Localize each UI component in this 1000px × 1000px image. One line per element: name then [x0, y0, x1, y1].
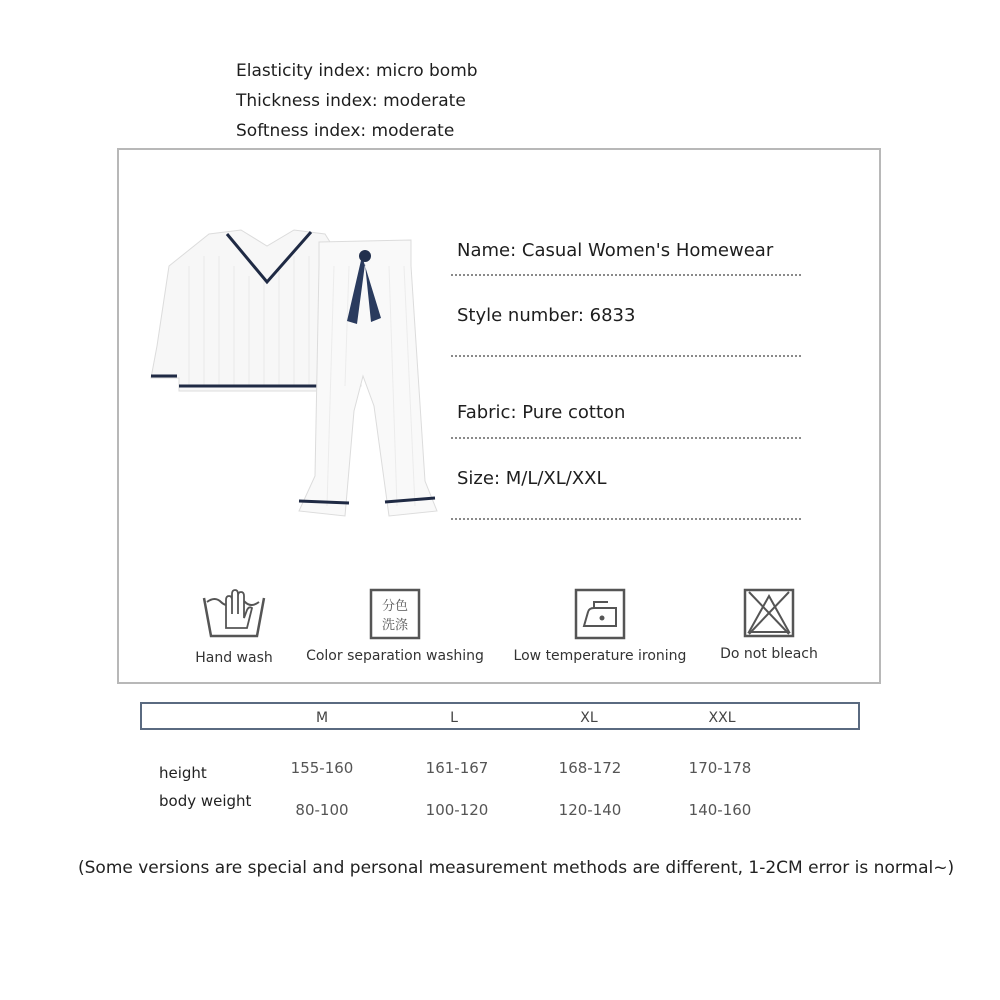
care-label: Low temperature ironing [513, 648, 687, 664]
spec-fabric: Fabric: Pure cotton [457, 402, 626, 423]
softness-index: Softness index: moderate [236, 121, 455, 141]
care-low-temp-iron [505, 588, 695, 664]
icon-text: 洗涤 [381, 618, 409, 633]
hand-wash-icon [201, 588, 267, 642]
size-xl: XL [580, 710, 598, 726]
spec-style-number: Style number: 6833 [457, 305, 636, 326]
divider [451, 518, 801, 520]
table-cell: 161-167 [425, 759, 489, 777]
size-l: L [450, 710, 458, 726]
care-no-bleach [709, 588, 829, 662]
divider [451, 355, 801, 357]
color-separation-icon [369, 588, 421, 640]
row-label-body-weight: body weight [159, 792, 252, 810]
table-cell: 170-178 [688, 759, 752, 777]
care-label: Do not bleach [720, 646, 818, 662]
elasticity-index: Elasticity index: micro bomb [236, 61, 478, 81]
care-color-separation [297, 588, 493, 664]
low-temp-iron-icon [574, 588, 626, 640]
table-cell: 168-172 [558, 759, 622, 777]
icon-text: 分色 [381, 599, 409, 614]
care-label: Hand wash [195, 650, 273, 666]
spec-size: Size: M/L/XL/XXL [457, 468, 607, 489]
table-cell: 120-140 [558, 801, 622, 819]
care-label: Color separation washing [306, 648, 484, 664]
care-hand-wash [189, 588, 279, 666]
row-label-height: height [159, 764, 207, 782]
size-xxl: XXL [708, 710, 736, 726]
spec-name: Name: Casual Women's Homewear [457, 240, 774, 261]
size-header-bar [140, 702, 860, 730]
table-cell: 155-160 [290, 759, 354, 777]
divider [451, 437, 801, 439]
no-bleach-icon [743, 588, 795, 638]
size-m: M [315, 710, 329, 726]
pajama-product-image [149, 226, 439, 526]
table-cell: 140-160 [688, 801, 752, 819]
table-cell: 100-120 [425, 801, 489, 819]
divider [451, 274, 801, 276]
thickness-index: Thickness index: moderate [236, 91, 466, 111]
measurement-note: (Some versions are special and personal measurement methods are different, 1-2CM error is normal~) [78, 858, 955, 878]
product-info-card [117, 148, 881, 684]
table-cell: 80-100 [295, 801, 349, 819]
